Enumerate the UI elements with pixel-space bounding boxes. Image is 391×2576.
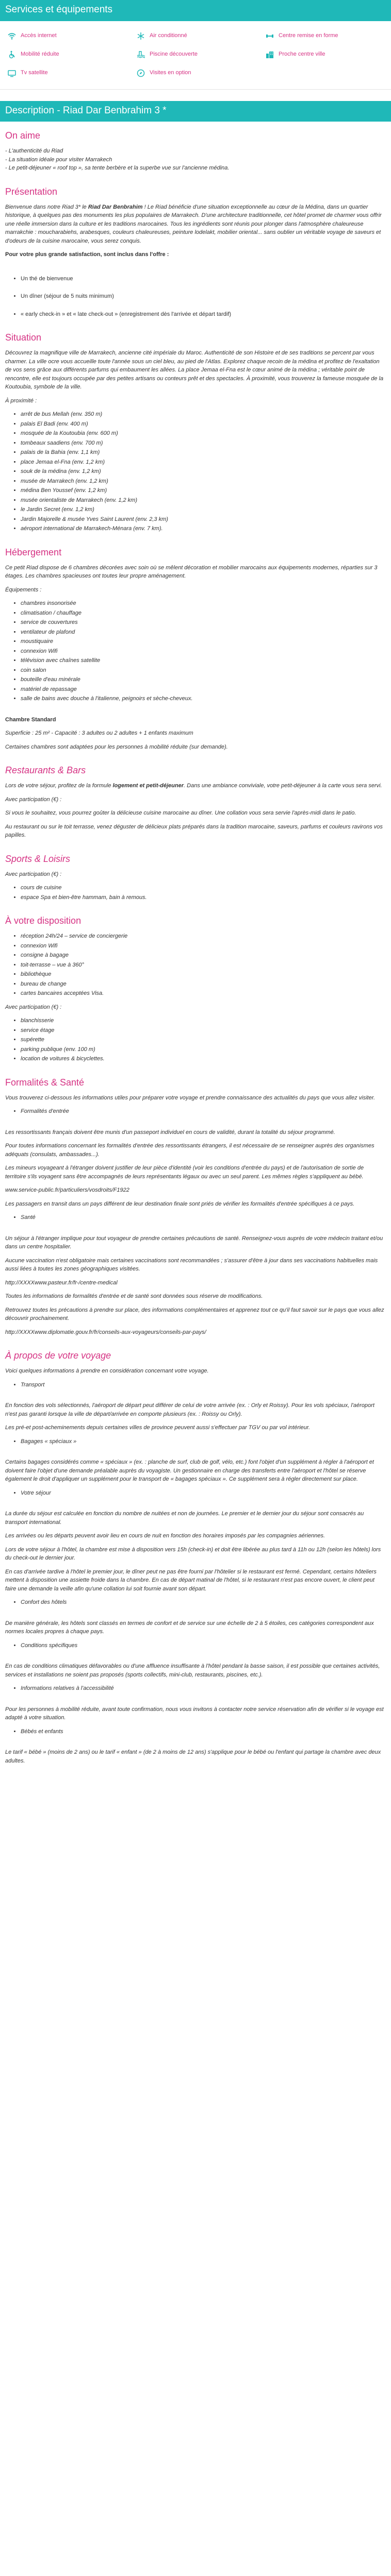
bagages-heading [5,1437,386,1446]
restaurants-terrace: Au restaurant ou sur le toit terrasse, venez déguster de délicieux plats préparés dans la tradition marocaine, saveurs, parfums et couleurs ravirons vos papilles. [5,823,383,838]
apropos-subheading: • Bagages « spéciaux » [21,1437,386,1446]
formalites-paragraph: Les mineurs voyageant à l'étranger doivent justifier de leur pièce d'identité (voir les conditions d'entrée du pays) et de l'autorisation de sortie de territoire s'ils voyagent sans être accompagnés de leurs représentants légaux ou avec un seul parent. Les mêmes règles s'appliquent au bébé. [5,1165,364,1180]
formalites-entry-heading [5,1107,386,1116]
apropos-paragraph: En fonction des vols sélectionnés, l'aéroport de départ peut différer de celui de votre arrivée (ex. : Orly et Roissy). Pour les vols spéciaux, l'aéroport n'est pas garanti lorsque la ville de départ/arrivée en comporte plusieurs (ex. : Roissy ou Orly). [5,1402,374,1417]
pasteur-link[interactable]: http://XXXXwww.pasteur.fr/fr-/centre-medical [5,1279,118,1286]
paid-service-item: • blanchisserie [21,1016,386,1025]
disposition-item: • bibliothèque [21,970,386,979]
services-grid [0,21,391,90]
paid-service-item: • parking publique (env. 100 m) [21,1045,386,1054]
service-item-tv [7,69,126,78]
section-title-situation: Situation [5,332,42,343]
proximity-item: • Jardin Majorelle & musée Yves Saint Laurent (env. 2,3 km) [21,515,386,524]
proximity-item: • souk de la médina (env. 1,2 km) [21,467,386,476]
section-title-disposition: À votre disposition [5,916,82,926]
equipment-item: • chambres insonorisée [21,599,386,608]
formalites-intro: Vous trouverez ci-dessous les informations utiles pour préparer votre voyage et prendre connaissance des actualités du pays que vous allez visiter. [5,1094,376,1101]
disposition-item: • connexion Wifi [21,942,386,951]
equipment-item: • bouteille d'eau minérale [21,675,386,684]
included-item: • Un thé de bienvenue [21,275,386,283]
building-icon [265,50,274,59]
service-public-link[interactable]: www.service-public.fr/particuliers/vosdroits/F1922 [5,1187,129,1193]
disposition-item: • cartes bancaires acceptées Visa. [21,989,386,998]
paid-service-item: • supérette [21,1036,386,1044]
apropos-paragraph: La durée du séjour est calculée en fonction du nombre de nuitées et non de journées. Le premier et le dernier jour du séjour sont consacrés au transport international. [5,1511,364,1526]
transport-heading [5,1381,386,1389]
disposition-list [5,932,386,998]
formalites-subheading: • Formalités d'entrée [21,1107,386,1116]
service-label: Proche centre ville [279,51,325,58]
service-label: Air conditionné [150,32,187,39]
room-type-title: Chambre Standard [5,716,56,723]
equipment-item: • connexion Wifi [21,647,386,656]
hotel-name: Riad Dar Benbrahim [88,204,143,210]
compass-icon [136,69,145,78]
service-label: Piscine découverte [150,51,198,58]
spacer [5,1502,386,1510]
on-aime-item: - L'authenticité du Riad [5,148,63,154]
apropos-intro: Voici quelques informations à prendre en considération concernant votre voyage. [5,1368,209,1374]
sports-item: • espace Spa et bien-être hammam, bain à remous. [21,893,386,902]
equipment-item: • climatisation / chauffage [21,609,386,618]
apropos-paragraph: Les arrivées ou les départs peuvent avoir lieu en cours de nuit en fonction des horaires imposés par les compagnies aériennes. [5,1533,325,1539]
restaurants-paragraph [5,782,386,790]
spacer [5,1227,386,1234]
spacer [5,708,386,716]
sante-paragraph: Un séjour à l'étranger implique pour tout voyageur de prendre certaines précautions de santé. Renseignez-vous auprès de votre médecin traitant et/ou dans un centre hospitalier. [5,1235,383,1250]
text-run: Bienvenue dans notre Riad 3* le [5,204,88,210]
included-list [5,275,386,319]
text-run: ! Le Riad bénéficie d'une situation exceptionnelle au cœur de la Médina, dans un quartier historique, à quelques pas des monuments les plus populaires de Marrakech. D'une architecture traditionnelle, cet hôtel promet de charmer vous offrir une réelle immersion dans la culture et les traditions marocaines. Tous les ingrédients sont réunis pour plonger dans l'atmosphère chaleureuse marrakchie : moucharabiehs, arabesques, couleurs chaleureuses, peinture lodelakt, mobilier oriental... sans oublier un véritable voyage de saveurs et d'odeurs de la cuisine marocaine, vous serez conquis. [5,204,382,244]
room-type-description: Superficie : 25 m² - Capacité : 3 adultes ou 2 adultes + 1 enfants maximum [5,730,193,736]
section-title-hebergement: Hébergement [5,547,62,557]
bebes-heading [5,1727,386,1736]
service-item-pool [136,50,255,59]
snowflake-icon [136,31,145,41]
sante-paragraph: Toutes les informations de formalités d'entrée et de santé sont données sous réserve de modifications. [5,1293,263,1299]
restaurants-dinner: Si vous le souhaitez, vous pourrez goûter la délicieuse cuisine marocaine au dîner. Une collation vous sera servie l'après-midi dans le patio. [5,810,356,816]
sports-list [5,884,386,902]
formalites-paragraph: Pour toutes informations concernant les formalités d'entrée des ressortissants étrangers, il est nécessaire de se renseigner auprès des organismes adéquats (consulats, ambassades...). [5,1143,374,1158]
proximity-item: • palais de la Bahia (env. 1,1 km) [21,448,386,457]
dumbbell-icon [265,31,274,41]
section-title-on-aime: On aime [5,130,41,141]
wheelchair-icon [7,50,17,59]
formalites-paragraph: Les passagers en transit dans un pays différent de leur destination finale sont priés de vérifier les formalités d'entrée spécifiques à ce pays. [5,1200,355,1207]
situation-paragraph: Découvrez la magnifique ville de Marrakech, ancienne cité impériale du Maroc. Authenticité de son Histoire et de ses traditions se percent par vous charmer. La ville ocre vous accueille toute l'année sous un ciel bleu, au pied de l'Atlas. Explorez chaque recoin de la médina et profitez de l'exaltation de vos sens grâce aux différents parfums qui embaument les allées. La place Jemaa el-Fna est le cœur animé de la médina ; véritable point de rencontre, elle est toujours occupée par des petites artisans ou conteurs prêt et des spectacles. À proximité, vous trouverez la fameuse mosquée de la Koutoubia, symbole de la ville. [5,350,384,390]
paid-services-list [5,1016,386,1063]
participation-label: Avec participation (€) : [5,1004,62,1010]
apropos-paragraph: Certains bagages considérés comme « spéciaux » (ex. : planche de surf, club de golf, vélo, etc.) font l'objet d'un supplément à régler à l'aéroport et doivent faire l'objet d'une demande préalable auprès du voyagiste. Un gestionnaire en charge des transferts entre l'aéroport et l'hôtel se réserve également le droit d'appliquer un supplément pour le transport de « bagages spéciaux ». Ce supplément sera à régler directement sur place. [5,1459,374,1482]
apropos-subheading: • Votre séjour [21,1489,386,1498]
disposition-item: • bureau de change [21,980,386,989]
spacer [5,1655,386,1662]
proximity-item: • musée de Marrakech (env. 1,2 km) [21,477,386,486]
apropos-paragraph: Les pré-et post-acheminements depuis certaines villes de province peuvent aussi s'effectuer par TGV ou par vol intérieur. [5,1425,311,1431]
spacer [5,1612,386,1619]
presentation-included-label: Pour votre plus grande satisfaction, sont inclus dans l'offre : [5,251,169,258]
participation-label: Avec participation (€) : [5,796,62,803]
sante-paragraph: Aucune vaccination n'est obligatoire mais certaines vaccinations sont recommandées ; s'assurer d'être à jour dans ses vaccinations habituelles mais aussi liées à toutes les zones géographiques visitées. [5,1257,378,1272]
paid-service-item: • location de voitures & bicyclettes. [21,1055,386,1063]
service-item-accessibility [7,50,126,59]
section-title-formalites: Formalités & Santé [5,1077,85,1088]
equipment-item: • ventilateur de plafond [21,628,386,637]
description-content [0,129,391,1765]
disposition-item: • consigne à bagage [21,951,386,960]
proximity-item: • tombeaux saadiens (env. 700 m) [21,439,386,448]
formalites-paragraph: Les ressortissants français doivent être munis d'un passeport individuel en cours de validité, durant la totalité du séjour programmé. [5,1129,335,1136]
sante-heading [5,1213,386,1222]
services-banner: Services et équipements [0,0,391,21]
apropos-subheading: • Informations relatives à l'accessibilité [21,1684,386,1693]
equipment-item: • télévision avec chaînes satellite [21,656,386,665]
confort-heading [5,1598,386,1607]
service-item-tours [136,69,255,78]
service-label: Visites en option [150,70,191,76]
equipment-label: Équipements : [5,586,42,593]
proximity-item: • arrêt de bus Mellah (env. 350 m) [21,410,386,419]
equipment-item: • salle de bains avec douche à l'italienne, peignoirs et sèche-cheveux. [21,694,386,703]
service-label: Centre remise en forme [279,32,338,39]
apropos-subheading: • Bébés et enfants [21,1727,386,1736]
apropos-paragraph: Lors de votre séjour à l'hôtel, la chambre est mise à disposition vers 15h (check-in) et doit être libérée au plus tard à 11h ou 12h (selon les hôtels) lors du check-out le dernier jour. [5,1546,381,1561]
proximity-label: À proximité : [5,397,37,404]
proximity-item: • palais El Badi (env. 400 m) [21,420,386,429]
section-title-restaurants: Restaurants & Bars [5,765,86,775]
pool-icon [136,50,145,59]
service-item-internet [7,31,126,41]
included-item: • Un dîner (séjour de 5 nuits minimum) [21,292,386,301]
apropos-subheading: • Transport [21,1381,386,1389]
description-banner: Description - Riad Dar Benbrahim 3 * [0,101,391,122]
service-item-fitness [265,31,384,41]
hebergement-paragraph: Ce petit Riad dispose de 6 chambres décorées avec soin où se mêlent décoration et mobilier marocains aux équipements modernes, réparties sur 3 étages. Les chambres spacieuses ont toutes leur propre aménagement. [5,564,378,579]
section-title-presentation: Présentation [5,186,58,197]
proximity-list [5,410,386,533]
presentation-paragraph [5,203,386,246]
proximity-item: • aéroport international de Marrakech-Ménara (env. 7 km). [21,524,386,533]
apropos-paragraph: Pour les personnes à mobilité réduite, avant toute confirmation, nous vous invitons à contacter notre service réservation afin de vérifier si le voyage est adapté à votre situation. [5,1706,384,1721]
service-label: Accès internet [21,32,57,39]
spacer [5,1698,386,1705]
on-aime-item: - La situation idéale pour visiter Marrakech [5,156,112,163]
accessibilite-heading [5,1684,386,1693]
sports-item: • cours de cuisine [21,884,386,892]
apropos-paragraph: Le tarif « bébé » (moins de 2 ans) ou le tarif « enfant » (de 2 à moins de 12 ans) s'applique pour le bébé ou l'enfant qui partage la chambre avec deux adultes. [5,1749,381,1764]
board-formula: logement et petit-déjeuner [112,783,184,789]
included-item: • « early check-in » et « late check-out » (enregistrement dès l'arrivée et départ tardif) [21,310,386,319]
disposition-item: • toit-terrasse – vue à 360° [21,961,386,970]
diplomatie-link[interactable]: http://XXXXwww.diplomatie.gouv.fr/fr/conseils-aux-voyageurs/conseils-par-pays/ [5,1329,206,1335]
participation-label: Avec participation (€) : [5,871,62,877]
on-aime-list [5,147,386,173]
text-run: . Dans une ambiance conviviale, votre petit-déjeuner à la carte vous sera servi. [184,783,382,789]
proximity-item: • médina Ben Youssef (env. 1,2 km) [21,486,386,495]
apropos-paragraph: En cas d'arrivée tardive à l'hôtel le premier jour, le dîner peut ne pas être fourni par l'hôtelier si le restaurant est fermé. Cependant, certains hôteliers mettent à disposition une assiette froide dans la chambre. En cas de départ matinal de l'hôtel, si le restaurant n'est pas encore ouvert, le client peut faire une demande la veille afin qu'une collation lui soit fournie avant son départ. [5,1568,377,1592]
spacer [5,264,386,272]
proximity-item: • place Jemaa el-Fna (env. 1,2 km) [21,458,386,467]
text-run: Lors de votre séjour, profitez de la formule [5,783,113,789]
sejour-heading [5,1489,386,1498]
service-item-aircon [136,31,255,41]
apropos-subheading: • Conditions spécifiques [21,1641,386,1650]
section-title-sports: Sports & Loisirs [5,853,71,864]
tv-icon [7,69,17,78]
paid-service-item: • service étage [21,1026,386,1035]
apropos-subheading: • Confort des hôtels [21,1598,386,1607]
on-aime-item: - Le petit-déjeuner « roof top », sa tente berbère et la superbe vue sur l'ancienne médina. [5,165,230,171]
apropos-paragraph: En cas de conditions climatiques défavorables ou d'une affluence insuffisante à l'hôtel pendant la basse saison, il est possible que certaines activités, services et installations ne soient pas proposés (sports collectifs, mini-club, restaurants, piscines, etc.). [5,1663,380,1678]
equipment-item: • coin salon [21,666,386,675]
equipment-item: • matériel de repassage [21,685,386,694]
formalites-subheading: • Santé [21,1213,386,1222]
equipment-item: • moustiquaire [21,637,386,646]
section-title-apropos: À propos de votre voyage [5,1350,111,1361]
spacer [5,1741,386,1748]
service-label: Tv satellite [21,70,48,76]
service-item-city-center [265,50,384,59]
disposition-item: • réception 24h/24 – service de conciergerie [21,932,386,941]
conditions-heading [5,1641,386,1650]
wifi-icon [7,31,17,41]
sante-paragraph: Retrouvez toutes les précautions à prendre sur place, des informations complémentaires et apprenez tout ce qu'il faut savoir sur le pays que vous allez découvrir prochainement. [5,1307,384,1321]
equipment-item: • service de couvertures [21,618,386,627]
spacer [5,1451,386,1458]
accessibility-note: Certaines chambres sont adaptées pour les personnes à mobilité réduite (sur demande). [5,743,228,750]
proximity-item: • musée orientaliste de Marrakech (env. 1,2 km) [21,496,386,505]
equipment-list [5,599,386,703]
proximity-item: • le Jardin Secret (env. 1,2 km) [21,505,386,514]
proximity-item: • mosquée de la Koutoubia (env. 600 m) [21,429,386,438]
spacer [5,1394,386,1401]
service-label: Mobilité réduite [21,51,59,58]
spacer [5,1121,386,1128]
apropos-paragraph: De manière générale, les hôtels sont classés en termes de confort et de service sur une échelle de 2 à 5 étoiles, ces catégories correspondent aux normes locales propres à chaque pays. [5,1620,374,1635]
